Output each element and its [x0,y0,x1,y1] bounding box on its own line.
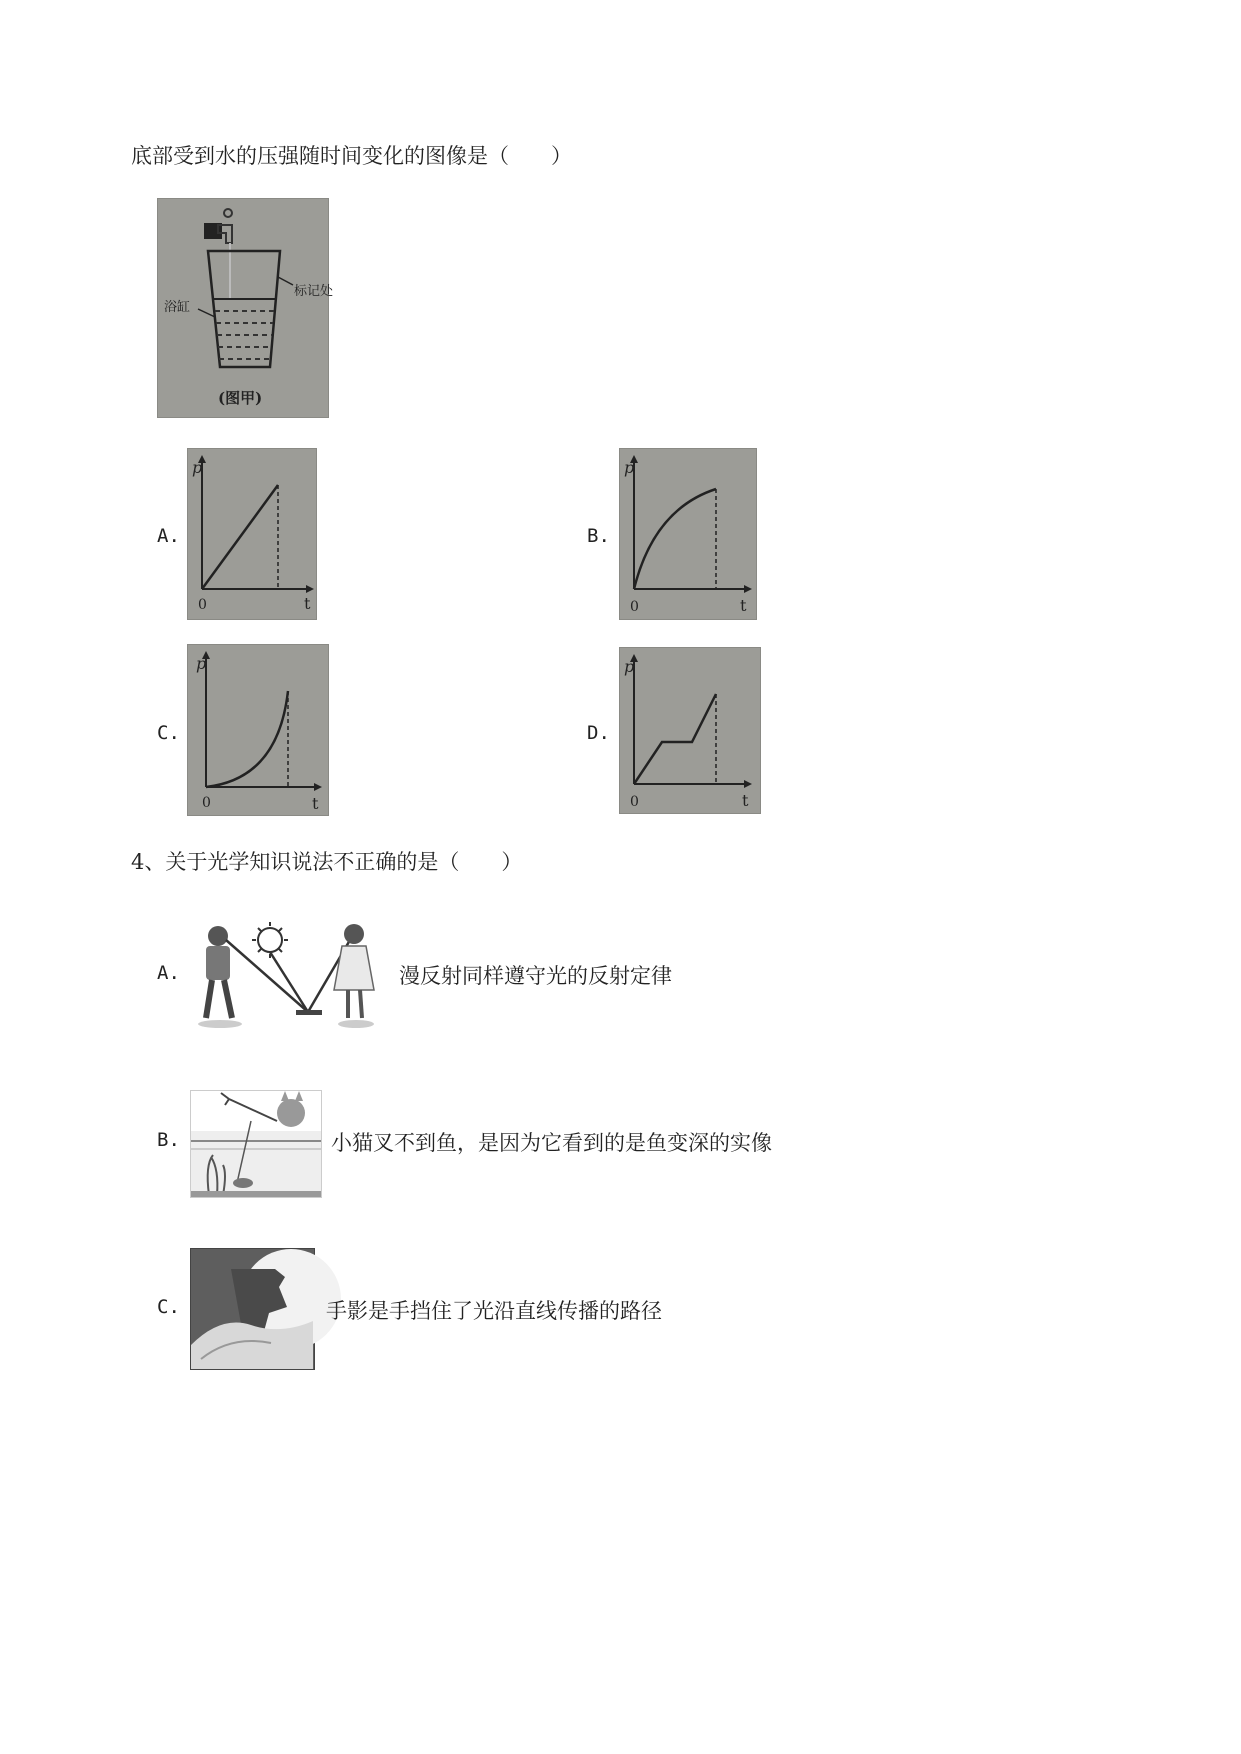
pressure-curve [634,489,716,589]
cat-icon [277,1099,305,1127]
question-3-stem: 底部受到水的压强随时间变化的图像是（ ） [131,144,572,168]
hand-shadow-illustration [191,1249,314,1369]
origin-label: 0 [630,794,639,810]
fork-icon [229,1099,277,1121]
axis-t-label: t [742,791,749,810]
q4-option-a-image [190,918,390,1030]
origin-label: 0 [202,795,211,811]
sun-icon [258,928,282,952]
axis-t-label: t [304,594,311,613]
diffuse-reflection-illustration [190,918,390,1030]
q4-option-b-letter[interactable]: B. [157,1129,180,1151]
axis-t-label: t [740,596,747,615]
water-fill [215,311,274,359]
q3-option-b-graph[interactable] [619,448,757,620]
tank-label: 浴缸 [164,300,191,315]
figure-caption: (图甲) [218,389,263,407]
pressure-curve [206,691,288,787]
axis-p-label: p [624,657,635,676]
tub-outline [208,251,280,367]
axis-p-label: p [624,458,635,477]
cat-fishing-illustration [191,1091,321,1197]
q3-option-a-graph[interactable] [187,448,317,620]
q4-option-c-image [190,1248,315,1370]
mirror-shard [296,1010,322,1015]
origin-label: 0 [630,599,639,615]
q4-option-a-text: 漫反射同样遵守光的反射定律 [399,964,672,988]
origin-label: 0 [198,597,207,613]
q3-option-d-letter[interactable]: D. [587,722,610,744]
axis-p-label: p [192,458,203,477]
bathtub-diagram [158,199,334,417]
pressure-curve [202,485,278,589]
q4-option-a-letter[interactable]: A. [157,962,180,984]
q4-option-b-image [190,1090,322,1198]
q3-option-c-graph[interactable] [187,644,329,816]
q4-option-b-text: 小猫叉不到鱼，是因为它看到的是鱼变深的实像 [331,1131,772,1155]
q3-option-c-letter[interactable]: C. [157,722,180,744]
q3-option-a-letter[interactable]: A. [157,525,180,547]
mark-label: 标记处 [294,284,334,299]
q4-option-c-text: 手影是手挡住了光沿直线传播的路径 [326,1299,662,1323]
axis-t-label: t [312,794,319,813]
fish-icon [233,1178,253,1188]
q3-option-d-graph[interactable] [619,647,761,814]
pressure-curve [634,694,716,784]
question-4-stem: 4、关于光学知识说法不正确的是（ ） [131,850,523,874]
axis-p-label: p [196,654,207,673]
q3-option-b-letter[interactable]: B. [587,525,610,547]
q4-option-c-letter[interactable]: C. [157,1296,180,1318]
bathtub-figure [157,198,334,418]
